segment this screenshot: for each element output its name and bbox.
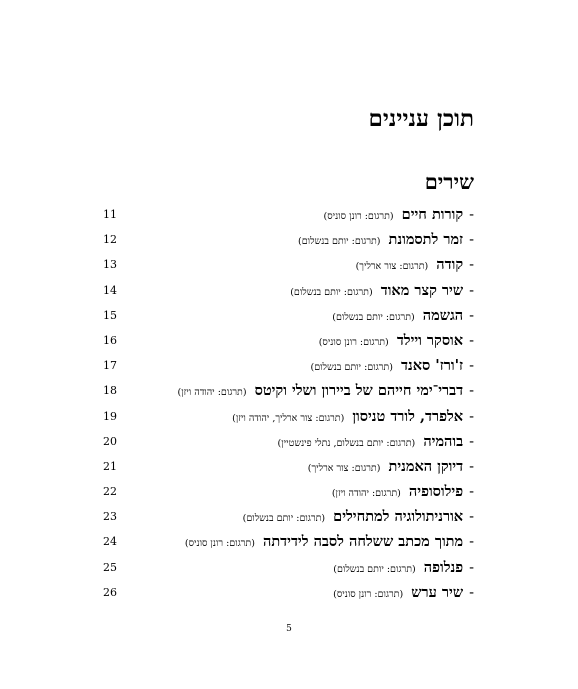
toc-dash: -: [469, 408, 474, 425]
toc-dash: -: [469, 207, 474, 223]
toc-entry: [278, 432, 475, 454]
toc-dash: -: [469, 433, 474, 450]
toc-title: זמר לתסמונת: [388, 231, 464, 249]
toc-title: פנלופה: [423, 558, 464, 576]
toc-row: [0, 379, 578, 404]
toc-page-number: 15: [103, 308, 117, 322]
toc-row: [0, 253, 578, 278]
toc-dash: -: [469, 332, 474, 349]
toc-row: [0, 304, 578, 329]
toc-row: [0, 455, 578, 480]
toc-page-number: 19: [103, 409, 117, 423]
toc-dash: -: [469, 282, 474, 299]
toc-entry: [319, 331, 474, 353]
toc-translator-note: (תרגום: יותם בנשלום): [310, 362, 393, 374]
toc-row: [0, 480, 578, 505]
toc-page-number: 22: [103, 485, 117, 499]
toc-title: אוסקר ויילד: [396, 331, 464, 349]
toc-row: [0, 430, 578, 455]
toc-entry: [232, 407, 474, 429]
toc-page-number: 17: [103, 359, 117, 373]
toc-page-number: 14: [103, 283, 117, 297]
toc-title: דברי־ימי חייהם של ביירון ושלי וקיטס: [254, 382, 464, 400]
toc-row: [0, 354, 578, 379]
toc-title: שיר קצר מאוד: [380, 281, 464, 299]
toc-translator-note: (תרגום: צור ארליך, יהודה ויזן): [232, 412, 345, 424]
toc-page-number: 18: [103, 384, 117, 398]
toc-row: [0, 556, 578, 581]
toc-row: [0, 228, 578, 253]
toc-dash: -: [469, 484, 474, 501]
toc-dash: -: [469, 383, 474, 400]
toc-dash: -: [469, 232, 474, 249]
toc-dash: -: [469, 534, 474, 551]
toc-translator-note: (תרגום: יותם בנשלום): [332, 311, 415, 323]
toc-dash: -: [469, 358, 474, 375]
toc-translator-note: (תרגום: רונן סוניס): [333, 588, 404, 600]
toc-translator-note: (תרגום: רונן סוניס): [184, 538, 255, 550]
toc-row: [0, 329, 578, 354]
toc-translator-note: (תרגום: רונן סוניס): [323, 211, 394, 222]
toc-page-number: 20: [103, 434, 117, 448]
toc-translator-note: (תרגום: צור ארליך): [355, 261, 429, 273]
toc-page-number: 16: [103, 333, 117, 347]
toc-row: [0, 581, 578, 606]
toc-translator-note: (תרגום: יותם בנשלום, נתלי פינשטיין): [277, 437, 416, 449]
table-of-contents: [0, 203, 578, 606]
toc-page-number: 26: [103, 585, 117, 599]
toc-translator-note: (תרגום: יותם בנשלום): [298, 236, 381, 248]
toc-row: [0, 405, 578, 430]
section-title: שירים: [424, 169, 474, 195]
toc-entry: [332, 306, 474, 328]
toc-dash: -: [469, 307, 474, 324]
toc-translator-note: (תרגום: יותם בנשלום): [242, 513, 326, 525]
toc-entry: [356, 255, 474, 277]
toc-row: [0, 203, 578, 228]
toc-entry: [243, 507, 474, 529]
toc-page-number: 25: [103, 560, 117, 574]
toc-translator-note: (תרגום: יותם בנשלום): [290, 286, 373, 298]
toc-dash: -: [469, 509, 474, 526]
toc-title: אורניתולוגיה למתחילים: [333, 508, 464, 526]
toc-page-number: 11: [103, 208, 117, 221]
toc-title: דיוקן האמנית: [388, 457, 464, 475]
toc-dash: -: [469, 257, 474, 274]
toc-title: פילוסופיה: [408, 483, 464, 501]
toc-title: ז'ורז' סאנד: [401, 357, 464, 375]
toc-title: אלפרד, לורד טניסון: [352, 407, 464, 425]
toc-dash: -: [469, 458, 474, 475]
toc-entry: [308, 457, 474, 479]
toc-entry: [333, 558, 474, 580]
toc-page-number: 13: [103, 258, 117, 272]
toc-dash: -: [469, 584, 474, 601]
toc-title: בוהמיה: [423, 432, 464, 450]
toc-entry: [185, 532, 474, 554]
toc-row: [0, 505, 578, 530]
toc-title: הגשמה: [422, 306, 464, 324]
toc-entry: [178, 381, 474, 403]
page-title: תוכן עניינים: [368, 105, 474, 133]
toc-entry: [290, 281, 474, 303]
toc-title: קורות חיים: [401, 206, 464, 223]
toc-title: קודה: [436, 256, 464, 274]
footer-page-number: 5: [286, 624, 292, 634]
toc-page-number: 21: [103, 459, 117, 473]
toc-translator-note: (תרגום: יותם בנשלום): [333, 563, 416, 575]
toc-translator-note: (תרגום: יהודה ויזן): [177, 387, 247, 399]
toc-page-number: 23: [103, 510, 117, 524]
toc-translator-note: (תרגום: צור ארליך): [307, 462, 381, 474]
toc-entry: [310, 356, 474, 378]
toc-entry: [332, 482, 474, 504]
toc-translator-note: (תרגום: רונן סוניס): [318, 336, 389, 348]
toc-entry: [333, 583, 474, 605]
toc-row: [0, 530, 578, 555]
toc-entry: [324, 205, 474, 227]
toc-translator-note: (תרגום: יהודה ויזן): [331, 488, 401, 500]
toc-row: [0, 279, 578, 304]
toc-page-number: 24: [103, 535, 117, 549]
toc-title: מתוך מכתב ששלחה לסבה לידידתה: [263, 533, 464, 551]
toc-entry: [298, 230, 474, 252]
toc-page-number: 12: [103, 233, 117, 247]
toc-dash: -: [469, 559, 474, 576]
toc-title: שיר ערש: [411, 583, 464, 601]
